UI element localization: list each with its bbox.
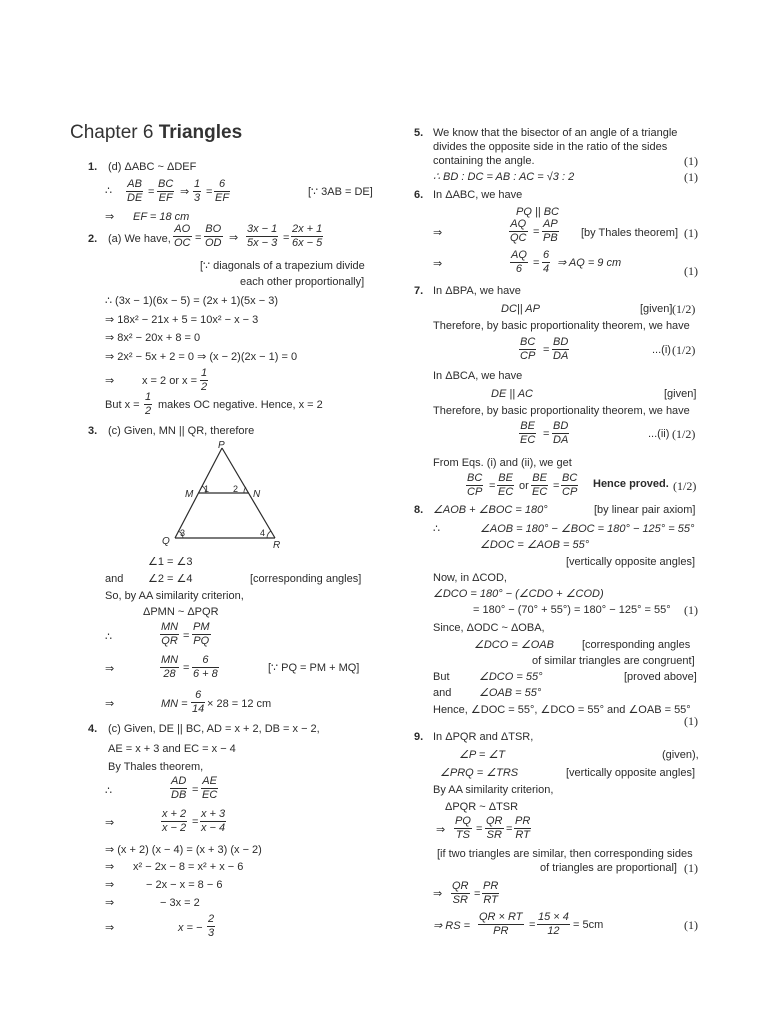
q7-line-5: DE || AC — [491, 388, 533, 400]
q1-frac-2: BC EF — [158, 178, 174, 204]
q4-frac-2: AE EC — [202, 775, 218, 801]
q5-line-1: We know that the bisector of an angle of a triangle — [433, 127, 678, 139]
q8-reason-5: [proved above] — [624, 671, 697, 683]
q9-result: = 5cm — [573, 919, 604, 931]
q5-line-3: containing the angle. — [433, 155, 535, 167]
q9-number: 9. — [414, 731, 424, 743]
q6-frac-1: AQ QC — [510, 218, 527, 244]
q8-line-10: ∠OAB = 55° — [479, 687, 542, 699]
q2-frac-1: AO OC — [174, 223, 191, 249]
q3-line-5b: × 28 = 12 cm — [207, 698, 272, 710]
q4-step-4: − 3x = 2 — [160, 897, 200, 909]
q3-number: 3. — [88, 425, 98, 437]
q2-step-2: ⇒ 18x² − 21x + 5 = 10x² − x − 3 — [105, 314, 259, 326]
q3-reason-2: [corresponding angles] — [250, 573, 362, 585]
q7-eq-ii: ...(ii) — [648, 428, 670, 440]
chapter-name: Triangles — [158, 122, 243, 143]
label-p: P — [218, 440, 225, 451]
q1-therefore: ∴ — [105, 185, 112, 197]
q7-number: 7. — [414, 285, 424, 297]
angle-1: 1 — [204, 484, 210, 494]
q6-mark-2: (1) — [684, 264, 698, 278]
q6-number: 6. — [414, 189, 424, 201]
q6-frac-2: AP PB — [543, 218, 558, 244]
q1-reason: [∵ 3AB = DE] — [308, 186, 373, 198]
q6-result: ⇒ AQ = 9 cm — [557, 257, 622, 269]
q7-mark-2: (1/2) — [672, 343, 696, 357]
q9-line-6: [if two triangles are similar, then corresponding sides — [437, 848, 693, 860]
q4-therefore: ∴ — [105, 785, 112, 797]
q9-frac-1: PQ TS — [455, 815, 471, 841]
q1-implies-2: ⇒ — [105, 211, 115, 223]
q9-mark-2: (1) — [684, 918, 698, 932]
q2-frac-5: 1 2 — [201, 367, 208, 393]
angle-2: 2 — [233, 484, 239, 494]
q4-frac-3: x + 2 x − 2 — [162, 808, 187, 834]
triangle-figure — [162, 438, 295, 553]
q6-implies-1: ⇒ — [433, 227, 443, 239]
q9-implies-3: ⇒ RS = — [433, 920, 471, 932]
q3-frac-2: PM PQ — [193, 621, 210, 647]
q2-frac-6: 1 2 — [145, 391, 152, 417]
q3-frac-5: 6 14 — [192, 689, 205, 715]
chapter-title — [70, 121, 242, 145]
q2-number: 2. — [88, 233, 98, 245]
q8-line-7: Since, ΔODC ~ ΔOBA, — [433, 622, 545, 634]
q7-line-7: From Eqs. (i) and (ii), we get — [433, 457, 572, 469]
q7-frac-2: BD DA — [553, 336, 569, 362]
q5-line-2: divides the opposite side in the ratio of the sides — [433, 141, 668, 153]
q2-frac-2: BO OD — [205, 223, 222, 249]
q4-step-1: ⇒ (x + 2) (x − 4) = (x + 3) (x − 2) — [105, 844, 262, 856]
q8-line-5: ∠DCO = 180° − (∠CDO + ∠COD) — [433, 588, 604, 600]
q6-line-1: In ΔABC, we have — [433, 189, 523, 201]
q7-mark-4: (1/2) — [673, 479, 697, 493]
q7-frac-6: BE EC — [498, 472, 514, 498]
q7-frac-7: BE EC — [532, 472, 548, 498]
q2-step-1: ∴ (3x − 1)(6x − 5) = (2x + 1)(5x − 3) — [105, 295, 278, 307]
q8-line-9: ∠DCO = 55° — [479, 671, 543, 683]
q2-frac-3: 3x − 1 5x − 3 — [247, 223, 278, 249]
q7-line-6: Therefore, by basic proportionality theorem, we have — [433, 405, 690, 417]
q1-frac-4: 6 EF — [215, 178, 230, 204]
q7-mark-1: (1/2) — [672, 302, 696, 316]
q4-implies: ⇒ — [105, 817, 115, 829]
q2-reason-2: each other proportionally] — [240, 276, 365, 288]
q8-line-1: ∠AOB + ∠BOC = 180° — [433, 504, 548, 516]
q6-mark-1: (1) — [684, 226, 698, 240]
q7-frac-5: BC CP — [467, 472, 483, 498]
q9-line-5: ΔPQR ~ ΔTSR — [445, 801, 519, 813]
q7-frac-3: BE EC — [520, 420, 536, 446]
q5-mark-1: (1) — [684, 154, 698, 168]
q9-line-2: ∠P = ∠T — [459, 749, 505, 761]
q4-line-2: AE = x + 3 and EC = x − 4 — [108, 743, 236, 755]
q7-frac-4: BD DA — [553, 420, 569, 446]
q9-frac-3: PR RT — [515, 815, 531, 841]
q8-reason-3: [corresponding angles — [582, 639, 691, 651]
q7-line-4: In ΔBCA, we have — [433, 370, 523, 382]
q4-number: 4. — [88, 723, 98, 735]
q9-frac-2: QR SR — [486, 815, 503, 841]
q6-reason-1: [by Thales theorem] — [581, 227, 679, 239]
q8-line-6: = 180° − (70° + 55°) = 180° − 125° = 55° — [473, 604, 671, 616]
q9-line-1: In ΔPQR and ΔTSR, — [433, 731, 534, 743]
angle-4: 4 — [260, 528, 266, 538]
q4-step-2: x² − 2x − 8 = x² + x − 6 — [133, 861, 244, 873]
q7-line-1: In ΔBPA, we have — [433, 285, 521, 297]
q2-step-5: x = 2 or x = — [142, 375, 198, 387]
q3-reason-3: [∵ PQ = PM + MQ] — [268, 662, 360, 674]
q8-line-3: ∠DOC = ∠AOB = 55° — [480, 539, 590, 551]
q8-number: 8. — [414, 504, 424, 516]
label-m: M — [185, 489, 194, 500]
q7-mark-3: (1/2) — [672, 427, 696, 441]
q8-line-8: ∠DCO = ∠OAB — [474, 639, 554, 651]
q4-step-5-implies: ⇒ — [105, 922, 115, 934]
q8-line-4: Now, in ΔCOD, — [433, 572, 507, 584]
q2-step-3: ⇒ 8x² − 20x + 8 = 0 — [105, 332, 201, 344]
q5-line-4: ∴ BD : DC = AB : AC = √3 : 2 — [433, 171, 575, 183]
q2-step-4: ⇒ 2x² − 5x + 2 = 0 ⇒ (x − 2)(2x − 1) = 0 — [105, 351, 298, 363]
q9-line-7: of triangles are proportional] — [540, 862, 677, 874]
q7-hence-proved: Hence proved. — [593, 478, 669, 490]
q2-step-5-implies: ⇒ — [105, 375, 115, 387]
label-r: R — [273, 540, 281, 551]
q8-line-11: Hence, ∠DOC = 55°, ∠DCO = 55° and ∠OAB = 55° — [433, 704, 691, 716]
q9-frac-4: QR SR — [452, 880, 469, 906]
q9-implies-1: ⇒ — [436, 824, 446, 836]
q3-therefore: ∴ — [105, 631, 112, 643]
q2-step-6b: makes OC negative. Hence, x = 2 — [158, 399, 323, 411]
q9-reason-1: (given), — [662, 749, 699, 761]
q1-eq: = — [148, 186, 155, 198]
q6-line-2: PQ || BC — [516, 206, 560, 218]
chapter-prefix: Chapter 6 — [70, 122, 159, 143]
q9-frac-5: PR RT — [483, 880, 499, 906]
q3-frac-1: MN QR — [161, 621, 179, 647]
q4-step-5: x = − — [178, 922, 203, 934]
q7-or: or — [519, 480, 529, 492]
q9-frac-7: 15 × 4 12 — [538, 911, 569, 937]
q1-eq-2: = — [206, 186, 213, 198]
q3-implies-2: ⇒ — [105, 698, 115, 710]
label-n: N — [253, 489, 261, 500]
q8-mark-1: (1) — [684, 603, 698, 617]
q5-number: 5. — [414, 127, 424, 139]
q8-but: But — [433, 671, 450, 683]
q9-implies-2: ⇒ — [433, 888, 443, 900]
q9-line-4: By AA similarity criterion, — [433, 784, 554, 796]
q9-mark-1: (1) — [684, 861, 698, 875]
q7-line-2: DC|| AP — [501, 303, 540, 315]
q2-frac-4: 2x + 1 6x − 5 — [292, 223, 323, 249]
q6-implies-2: ⇒ — [433, 258, 443, 270]
q4-step-4-implies: ⇒ — [105, 897, 115, 909]
q4-step-2-implies: ⇒ — [105, 861, 115, 873]
q7-reason-1: [given] — [640, 303, 673, 315]
q8-reason-2: [vertically opposite angles] — [566, 556, 696, 568]
q1-line1: (d) ΔABC ~ ΔDEF — [108, 161, 197, 173]
q3-line-4: ΔPMN ~ ΔPQR — [143, 606, 219, 618]
q9-reason-2: [vertically opposite angles] — [566, 767, 696, 779]
q3-line-5a: MN = — [161, 698, 188, 710]
q4-step-3: − 2x − x = 8 − 6 — [146, 879, 223, 891]
q8-and: and — [433, 687, 452, 699]
q4-frac-4: x + 3 x − 4 — [201, 808, 226, 834]
q3-line-2: ∠2 = ∠4 — [148, 573, 193, 585]
q7-line-3: Therefore, by basic proportionality theorem, we have — [433, 320, 690, 332]
q1-number: 1. — [88, 161, 98, 173]
q6-frac-4: 6 4 — [543, 249, 550, 275]
q3-intro: (c) Given, MN || QR, therefore — [108, 425, 255, 437]
q4-frac-1: AD DB — [171, 775, 187, 801]
q9-frac-6: QR × RT PR — [479, 911, 523, 937]
q9-line-3: ∠PRQ = ∠TRS — [440, 767, 519, 779]
q1-implies: ⇒ — [180, 186, 190, 198]
q3-line-3: So, by AA similarity criterion, — [105, 590, 244, 602]
q4-frac-5: 2 3 — [208, 913, 215, 939]
q7-frac-8: BC CP — [562, 472, 578, 498]
q8-line-2: ∠AOB = 180° − ∠BOC = 180° − 125° = 55° — [480, 523, 695, 535]
q2-step-6a: But x = — [105, 399, 140, 411]
q1-frac-3: 1 3 — [194, 178, 201, 204]
q3-and: and — [105, 573, 124, 585]
q3-line-1: ∠1 = ∠3 — [148, 556, 193, 568]
q3-implies-1: ⇒ — [105, 663, 115, 675]
q8-reason-4: of similar triangles are congruent] — [532, 655, 695, 667]
q2-reason-1: [∵ diagonals of a trapezium divide — [200, 260, 365, 272]
q4-line-1: (c) Given, DE || BC, AD = x + 2, DB = x − 2, — [108, 723, 320, 735]
q3-frac-4: 6 6 + 8 — [193, 654, 218, 680]
q1-frac-1: AB DE — [127, 178, 143, 204]
q7-frac-1: BC CP — [520, 336, 536, 362]
q8-mark-2: (1) — [684, 714, 698, 728]
q4-line-3: By Thales theorem, — [108, 761, 204, 773]
q5-mark-2: (1) — [684, 170, 698, 184]
q4-step-3-implies: ⇒ — [105, 879, 115, 891]
q3-frac-3: MN 28 — [161, 654, 179, 680]
label-q: Q — [162, 536, 170, 547]
q7-eq-i: ...(i) — [652, 344, 671, 356]
q6-frac-3: AQ 6 — [511, 249, 527, 275]
q1-result: EF = 18 cm — [133, 211, 190, 223]
q8-therefore: ∴ — [433, 523, 440, 535]
q7-reason-2: [given] — [664, 388, 697, 400]
q8-reason-1: [by linear pair axiom] — [594, 504, 696, 516]
q2-intro: (a) We have, — [108, 233, 171, 245]
angle-3: 3 — [180, 528, 186, 538]
